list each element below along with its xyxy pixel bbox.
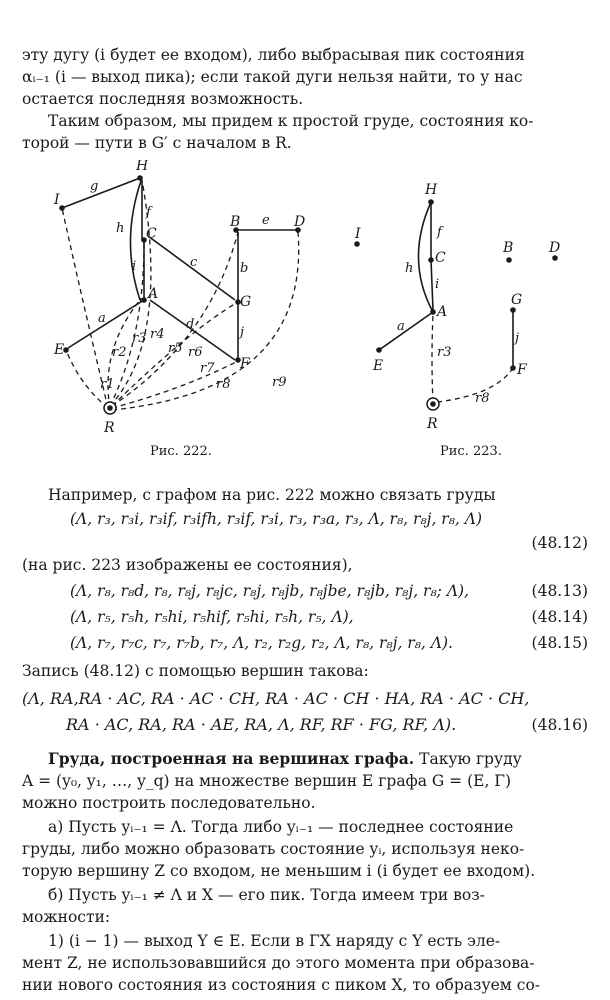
arc-label: f: [437, 225, 442, 240]
arc-r9: [112, 232, 299, 410]
text-line: б) Пусть yᵢ₋₁ ≠ Λ и X — его пик. Тогда имеем три воз-: [48, 886, 485, 904]
arc-label: h: [405, 261, 414, 276]
vertex-label: E: [54, 342, 65, 358]
vertex-label: R: [427, 416, 438, 432]
arc-label: r7: [200, 361, 215, 376]
vertex-label: F: [240, 356, 250, 372]
text-line: остается последняя возможность.: [22, 90, 304, 108]
text-line: груды, либо можно образовать состояние yᵢ, используя неко-: [22, 840, 525, 858]
equation-48-15: (Λ, r₇, r₇c, r₇, r₇b, r₇, Λ, r₂, r₂g, r₂, Λ, r₈, r₈j, r₈, Λ).: [70, 634, 453, 652]
section-heading-line: [48, 748, 522, 770]
text-line: можно построить последовательно.: [22, 794, 316, 812]
arc-label: h: [116, 221, 125, 236]
vertex-label: I: [355, 226, 361, 242]
arc-label: r8: [475, 391, 490, 406]
text-line: (на рис. 223 изображены ее состояния),: [22, 556, 353, 574]
text-line: αᵢ₋₁ (i — выход пика); если такой дуги нельзя найти, то у нас: [22, 68, 523, 86]
text-line: торую вершину Z со входом, не меньшим i (i будет ее входом).: [22, 862, 536, 880]
arc-label: c: [190, 255, 198, 270]
text-line: A = (y₀, y₁, …, y_q) на множестве вершин E графа G = (E, Γ): [22, 772, 512, 790]
figure-223-caption: Рис. 223.: [440, 444, 502, 459]
vertex-label: C: [146, 226, 157, 242]
equation-number: (48.16): [531, 716, 588, 734]
vertex-label: C: [435, 250, 446, 266]
vertex-label: E: [373, 358, 384, 374]
figure-223-graph: [345, 180, 585, 435]
vertex-label: H: [136, 160, 149, 174]
arc-h: [130, 178, 142, 300]
section-heading: Груда, построенная на вершинах графа.: [48, 749, 415, 768]
arc-label: r3: [132, 331, 147, 346]
arc-r3: [432, 314, 433, 402]
vertex-label: H: [425, 182, 438, 198]
vertex-label: A: [437, 304, 448, 320]
equation-48-16-line2: RA · AC, RA, RA · AE, RA, Λ, RF, RF · FG, RF, Λ).: [66, 715, 457, 734]
vertex-label: R: [104, 420, 115, 435]
equation-number: (48.13): [531, 582, 588, 600]
arc-label: r6: [188, 345, 203, 360]
arc-label: b: [240, 261, 249, 276]
arc-label: j: [240, 325, 245, 340]
arc-g: [62, 178, 140, 208]
vertex-label: A: [148, 286, 159, 302]
text-line: Например, с графом на рис. 222 можно связать груды: [48, 486, 496, 504]
text-line: можности:: [22, 908, 111, 926]
arc-label: r9: [272, 375, 287, 390]
vertex-label: D: [549, 240, 561, 256]
equation-48-16-line1: (Λ, RA,RA · AC, RA · AC · CH, RA · AC · CH · HA, RA · AC · CH,: [22, 689, 530, 708]
vertex-label: G: [511, 292, 523, 308]
arc-label: a: [98, 311, 106, 326]
arc-label: r3: [437, 345, 452, 360]
arc-label: d: [186, 317, 195, 332]
equation-number: (48.15): [531, 634, 588, 652]
equation-number: (48.12): [531, 534, 588, 552]
vertex-label: I: [54, 192, 60, 208]
arc-label: r4: [150, 327, 165, 342]
arc-label: a: [397, 319, 405, 334]
arc-label: f: [146, 205, 151, 220]
equation-48-14: (Λ, r₅, r₅h, r₅hi, r₅hif, r₅hi, r₅h, r₅, Λ),: [70, 608, 354, 626]
arc-label: r5: [168, 341, 183, 356]
equation-48-13: (Λ, r₈, r₈d, r₈, r₈j, r₈jc, r₈j, r₈jb, r₈jbe, r₈jb, r₈j, r₈; Λ),: [70, 582, 469, 600]
vertex-label: G: [240, 294, 252, 310]
equation-48-12: (Λ, r₃, r₃i, r₃if, r₃ifh, r₃if, r₃i, r₃, r₃a, r₃, Λ, r₈, r₈j, r₈, Λ): [70, 510, 483, 528]
text-line: а) Пусть yᵢ₋₁ = Λ. Тогда либо yᵢ₋₁ — последнее состояние: [48, 818, 514, 836]
arc-label: e: [262, 213, 270, 228]
text-line: Запись (48.12) с помощью вершин такова:: [22, 662, 369, 680]
text-line: нии нового состояния из состояния с пиком X, то образуем со-: [22, 976, 541, 994]
text-line: мент Z, не использовавшийся до этого момента при образова-: [22, 954, 535, 972]
arc-label: r8: [216, 377, 231, 392]
arc-a: [379, 312, 433, 350]
text-line: эту дугу (i будет ее входом), либо выбрасывая пик состояния: [22, 46, 525, 64]
arc-label: j: [515, 331, 520, 346]
vertex-label: B: [503, 240, 514, 256]
heading-rest: Такую груду: [414, 750, 522, 768]
text-line: 1) (i − 1) — выход Y ∈ E. Если в ΓX наряду с Y есть эле-: [48, 932, 501, 950]
arc-label: i: [132, 259, 137, 274]
arc-label: i: [435, 277, 440, 292]
figure-222-caption: Рис. 222.: [150, 444, 212, 459]
arc-label: r1: [100, 377, 115, 392]
vertex-label: F: [517, 362, 527, 378]
arc-label: r2: [112, 345, 127, 360]
equation-number: (48.14): [531, 608, 588, 626]
vertex-label: B: [230, 214, 241, 230]
vertex-label: D: [294, 214, 306, 230]
figure-222-graph: [40, 160, 340, 435]
arc-label: g: [90, 179, 99, 194]
text-line: торой — пути в G′ с началом в R.: [22, 134, 292, 152]
text-line: Таким образом, мы придем к простой груде, состояния ко-: [48, 112, 534, 130]
arc-i: [431, 260, 433, 310]
